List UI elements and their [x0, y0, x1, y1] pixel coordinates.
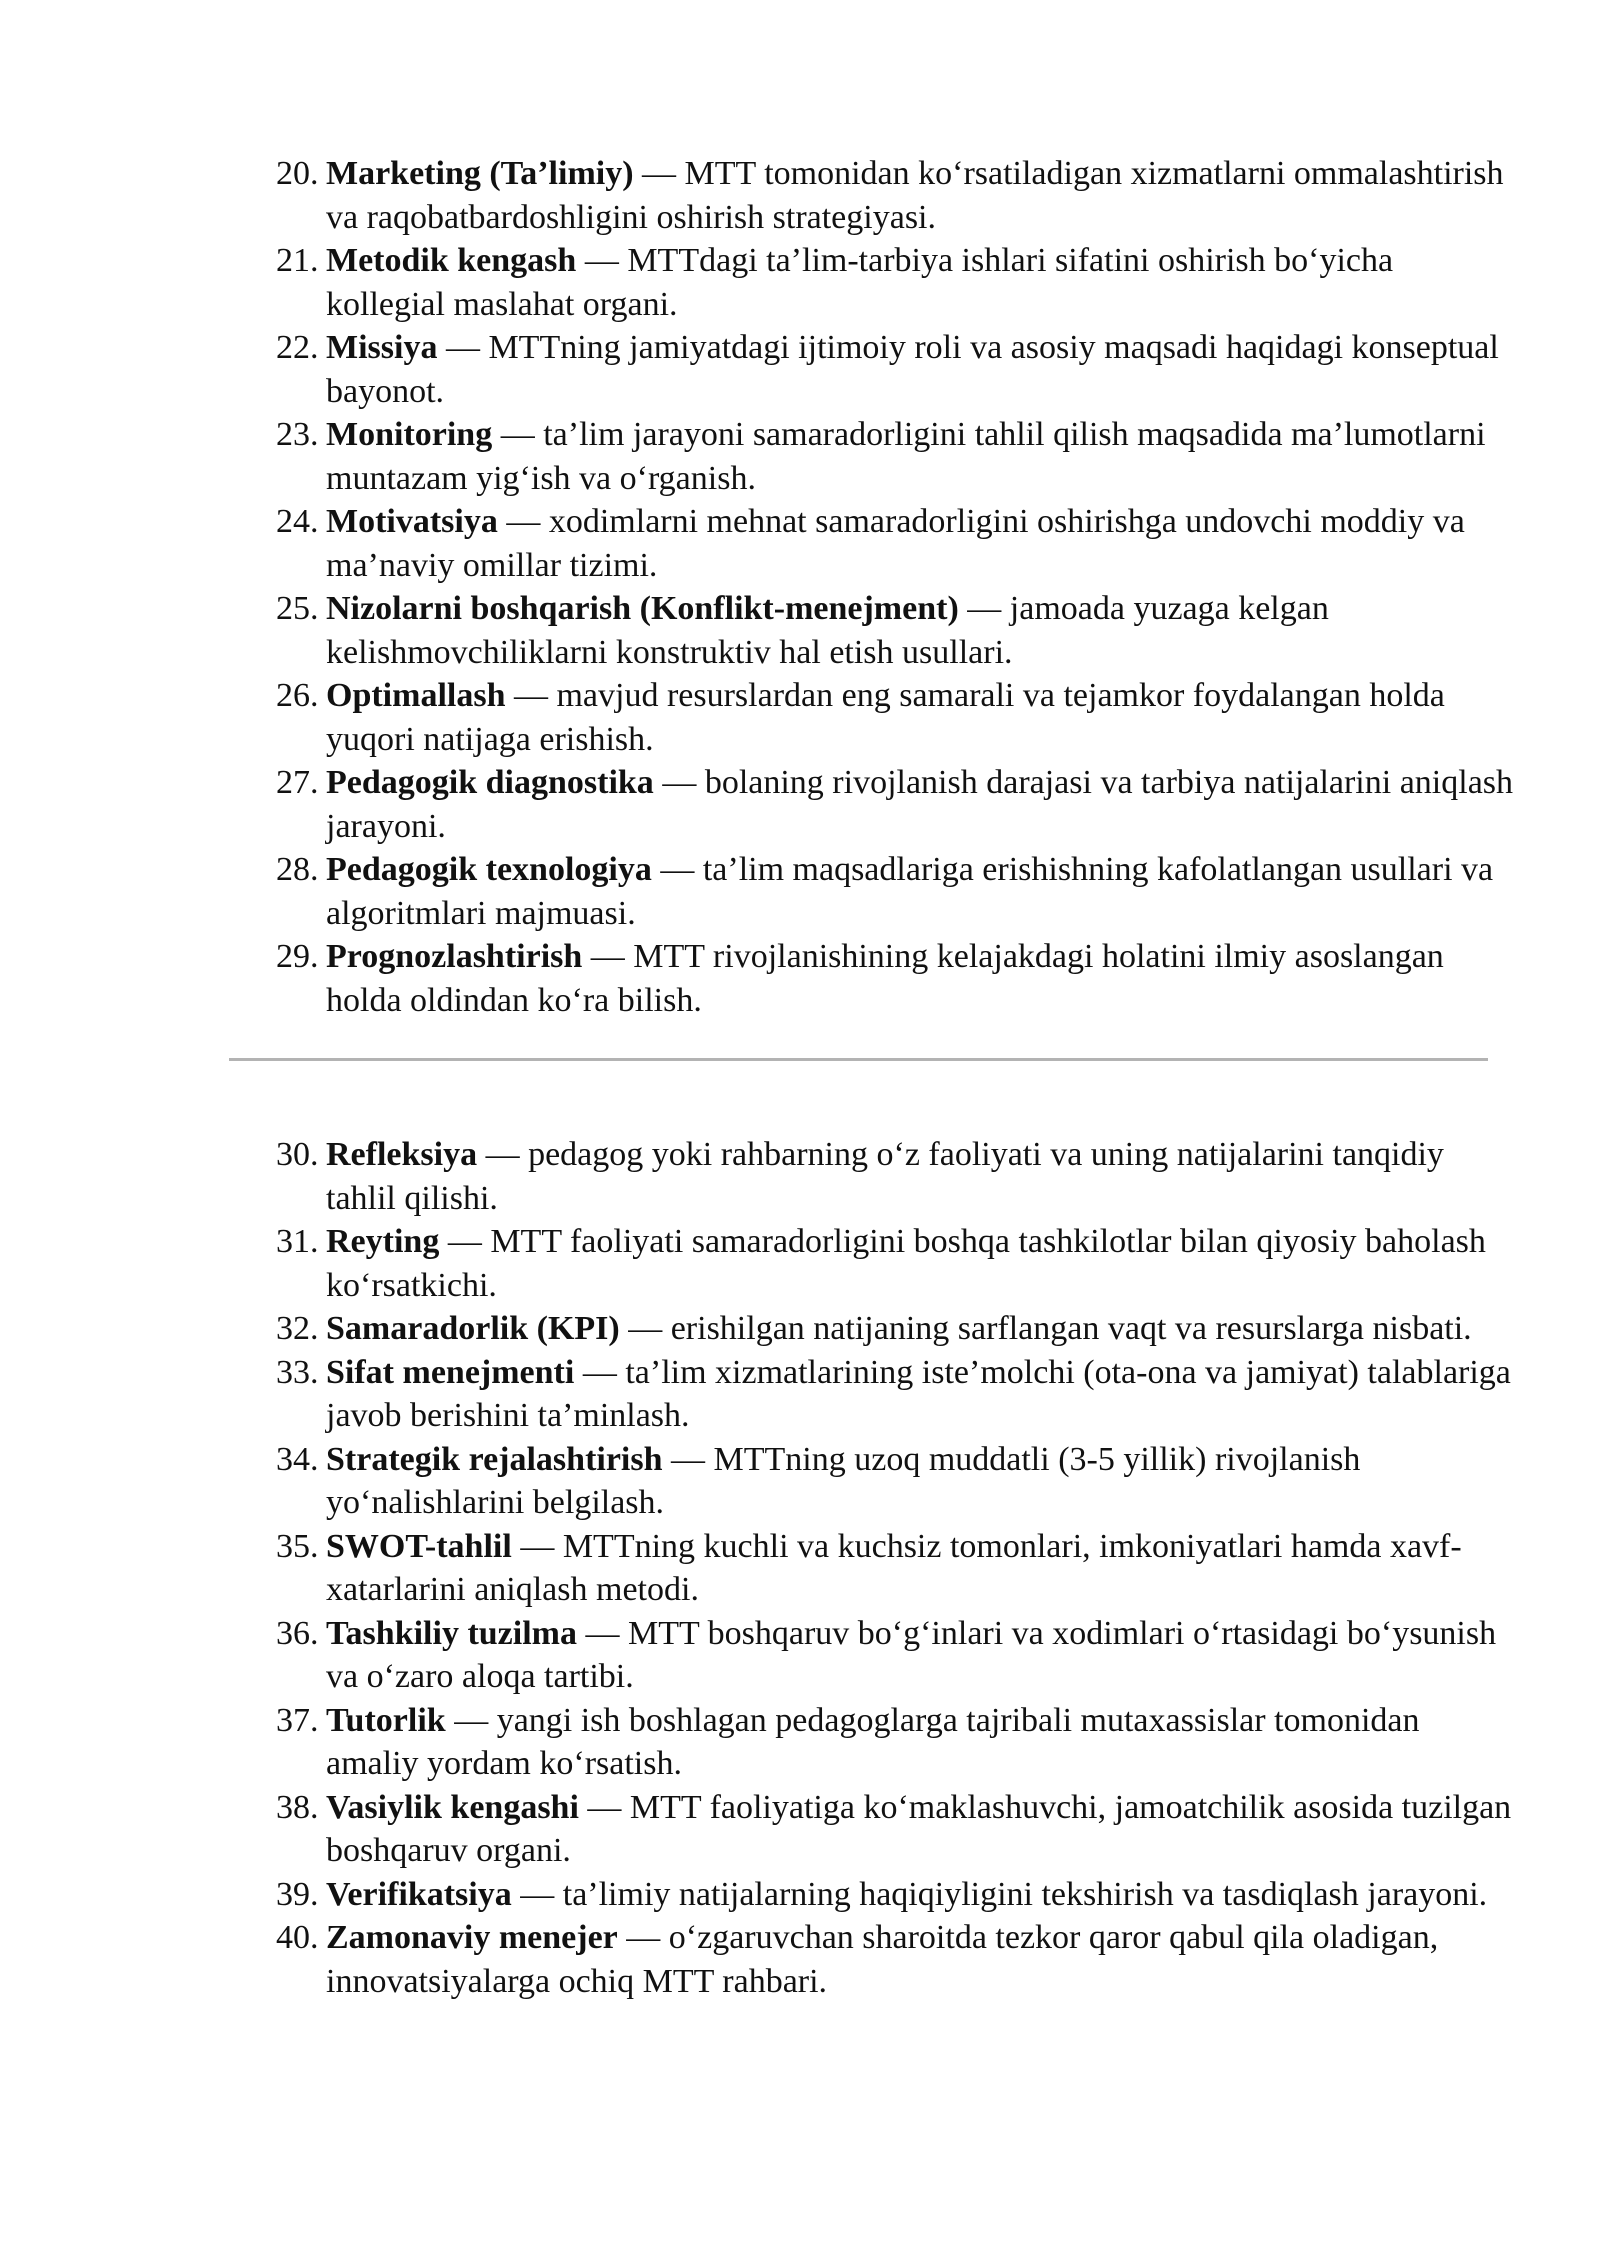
item-term: Prognozlashtirish: [326, 938, 583, 975]
glossary-item: [276, 587, 1516, 674]
item-number: 31.: [276, 1223, 319, 1260]
glossary-item: [276, 413, 1516, 500]
item-term: Motivatsiya: [326, 503, 498, 540]
item-term: Pedagogik diagnostika: [326, 764, 654, 801]
item-definition: — mavjud resurslardan eng samarali va tejamkor foydalangan holda yuqori natijaga erishish.: [326, 677, 1445, 758]
item-definition: — MTTdagi ta’lim-tarbiya ishlari sifatini oshirish bo‘yicha kollegial maslahat organi.: [326, 242, 1394, 323]
item-definition: — MTT boshqaruv bo‘g‘inlari va xodimlari o‘rtasidagi bo‘ysunish va o‘zaro aloqa tartibi.: [326, 1614, 1497, 1695]
glossary-item: [276, 1612, 1516, 1699]
item-term: Zamonaviy menejer: [326, 1919, 618, 1956]
glossary-item: [276, 1133, 1516, 1220]
item-number: 30.: [276, 1136, 319, 1173]
glossary-item: [276, 674, 1516, 761]
page-divider: [229, 1058, 1488, 1061]
item-number: 35.: [276, 1527, 319, 1565]
glossary-item: [276, 1873, 1516, 1917]
glossary-item: [276, 1438, 1516, 1525]
item-definition: — MTTning jamiyatdagi ijtimoiy roli va asosiy maqsadi haqidagi konseptual bayonot.: [326, 329, 1499, 410]
item-term: Metodik kengash: [326, 242, 577, 279]
item-term: Sifat menejmenti: [326, 1353, 575, 1391]
item-definition: — ta’lim maqsadlariga erishishning kafolatlangan usullari va algoritmlari majmuasi.: [326, 851, 1494, 932]
glossary-item: [276, 1525, 1516, 1612]
item-number: 20.: [276, 155, 319, 192]
item-term: Missiya: [326, 329, 438, 366]
item-number: 33.: [276, 1353, 319, 1391]
item-definition: — o‘zgaruvchan sharoitda tezkor qaror qabul qila oladigan, innovatsiyalarga ochiq MTT rahbari.: [326, 1919, 1439, 2000]
item-definition: — MTT faoliyatiga ko‘maklashuvchi, jamoatchilik asosida tuzilgan boshqaruv organi.: [326, 1788, 1512, 1869]
item-definition: — MTT faoliyati samaradorligini boshqa tashkilotlar bilan qiyosiy baholash ko‘rsatkichi.: [326, 1223, 1486, 1304]
glossary-item: [276, 1351, 1516, 1438]
item-number: 29.: [276, 938, 319, 975]
item-definition: — yangi ish boshlagan pedagoglarga tajribali mutaxassislar tomonidan amaliy yordam ko‘rsatish.: [326, 1701, 1420, 1782]
item-definition: — MTT rivojlanishining kelajakdagi holatini ilmiy asoslangan holda oldindan ko‘ra bilish.: [326, 938, 1444, 1019]
item-term: Optimallash: [326, 677, 506, 714]
item-number: 37.: [276, 1701, 319, 1739]
item-number: 27.: [276, 764, 319, 801]
item-definition: — pedagog yoki rahbarning o‘z faoliyati va uning natijalarini tanqidiy tahlil qilishi.: [326, 1136, 1444, 1217]
item-term: Tutorlik: [326, 1701, 446, 1739]
item-term: Verifikatsiya: [326, 1875, 512, 1913]
glossary-item: [276, 152, 1516, 239]
item-term: Tashkiliy tuzilma: [326, 1614, 577, 1652]
item-term: Vasiylik kengashi: [326, 1788, 579, 1826]
item-term: Monitoring: [326, 416, 493, 453]
item-term: Nizolarni boshqarish (Konflikt-menejment): [326, 590, 959, 627]
glossary-item: [276, 239, 1516, 326]
glossary-item: [276, 1916, 1516, 2003]
item-definition: — jamoada yuzaga kelgan kelishmovchiliklarni konstruktiv hal etish usullari.: [326, 590, 1329, 671]
item-number: 34.: [276, 1440, 319, 1478]
item-term: Reyting: [326, 1223, 440, 1260]
item-term: SWOT-tahlil: [326, 1527, 512, 1565]
item-definition: — xodimlarni mehnat samaradorligini oshirishga undovchi moddiy va ma’naviy omillar tizimi.: [326, 503, 1465, 584]
item-number: 28.: [276, 851, 319, 888]
item-definition: — ta’lim jarayoni samaradorligini tahlil qilish maqsadida ma’lumotlarni muntazam yig‘ish va o‘rganish.: [326, 416, 1486, 497]
item-definition: — MTTning kuchli va kuchsiz tomonlari, imkoniyatlari hamda xavf-xatarlarini aniqlash metodi.: [326, 1527, 1462, 1608]
item-number: 39.: [276, 1875, 319, 1913]
glossary-item: [276, 1699, 1516, 1786]
glossary-item: [276, 500, 1516, 587]
glossary-item: [276, 761, 1516, 848]
item-number: 24.: [276, 503, 319, 540]
glossary-item: [276, 848, 1516, 935]
item-term: Strategik rejalashtirish: [326, 1440, 663, 1478]
item-number: 21.: [276, 242, 319, 279]
item-term: Refleksiya: [326, 1136, 478, 1173]
item-definition: — erishilgan natijaning sarflangan vaqt va resurslarga nisbati.: [619, 1310, 1472, 1347]
item-definition: — bolaning rivojlanish darajasi va tarbiya natijalarini aniqlash jarayoni.: [326, 764, 1514, 845]
item-term: Pedagogik texnologiya: [326, 851, 652, 888]
glossary-section-1: [276, 152, 1516, 1022]
glossary-item: [276, 326, 1516, 413]
item-term: Samaradorlik (KPI): [326, 1310, 620, 1347]
item-number: 22.: [276, 329, 319, 366]
item-number: 26.: [276, 677, 319, 714]
item-definition: — ta’limiy natijalarning haqiqiyligini tekshirish va tasdiqlash jarayoni.: [511, 1875, 1488, 1913]
item-number: 40.: [276, 1919, 319, 1956]
item-definition: — MTTning uzoq muddatli (3-5 yillik) rivojlanish yo‘nalishlarini belgilash.: [326, 1440, 1361, 1521]
item-number: 32.: [276, 1310, 319, 1347]
item-term: Marketing (Ta’limiy): [326, 155, 634, 192]
glossary-item: [276, 1220, 1516, 1307]
item-number: 36.: [276, 1614, 319, 1652]
item-number: 23.: [276, 416, 319, 453]
glossary-item: [276, 935, 1516, 1022]
item-definition: — ta’lim xizmatlarining iste’molchi (ota-ona va jamiyat) talablariga javob berishini ta’minlash.: [326, 1353, 1511, 1434]
item-number: 25.: [276, 590, 319, 627]
glossary-section-2: [276, 1133, 1516, 2003]
item-number: 38.: [276, 1788, 319, 1826]
item-definition: — MTT tomonidan ko‘rsatiladigan xizmatlarni ommalashtirish va raqobatbardoshligini oshirish strategiyasi.: [326, 155, 1504, 236]
glossary-item: [276, 1307, 1516, 1351]
glossary-item: [276, 1786, 1516, 1873]
